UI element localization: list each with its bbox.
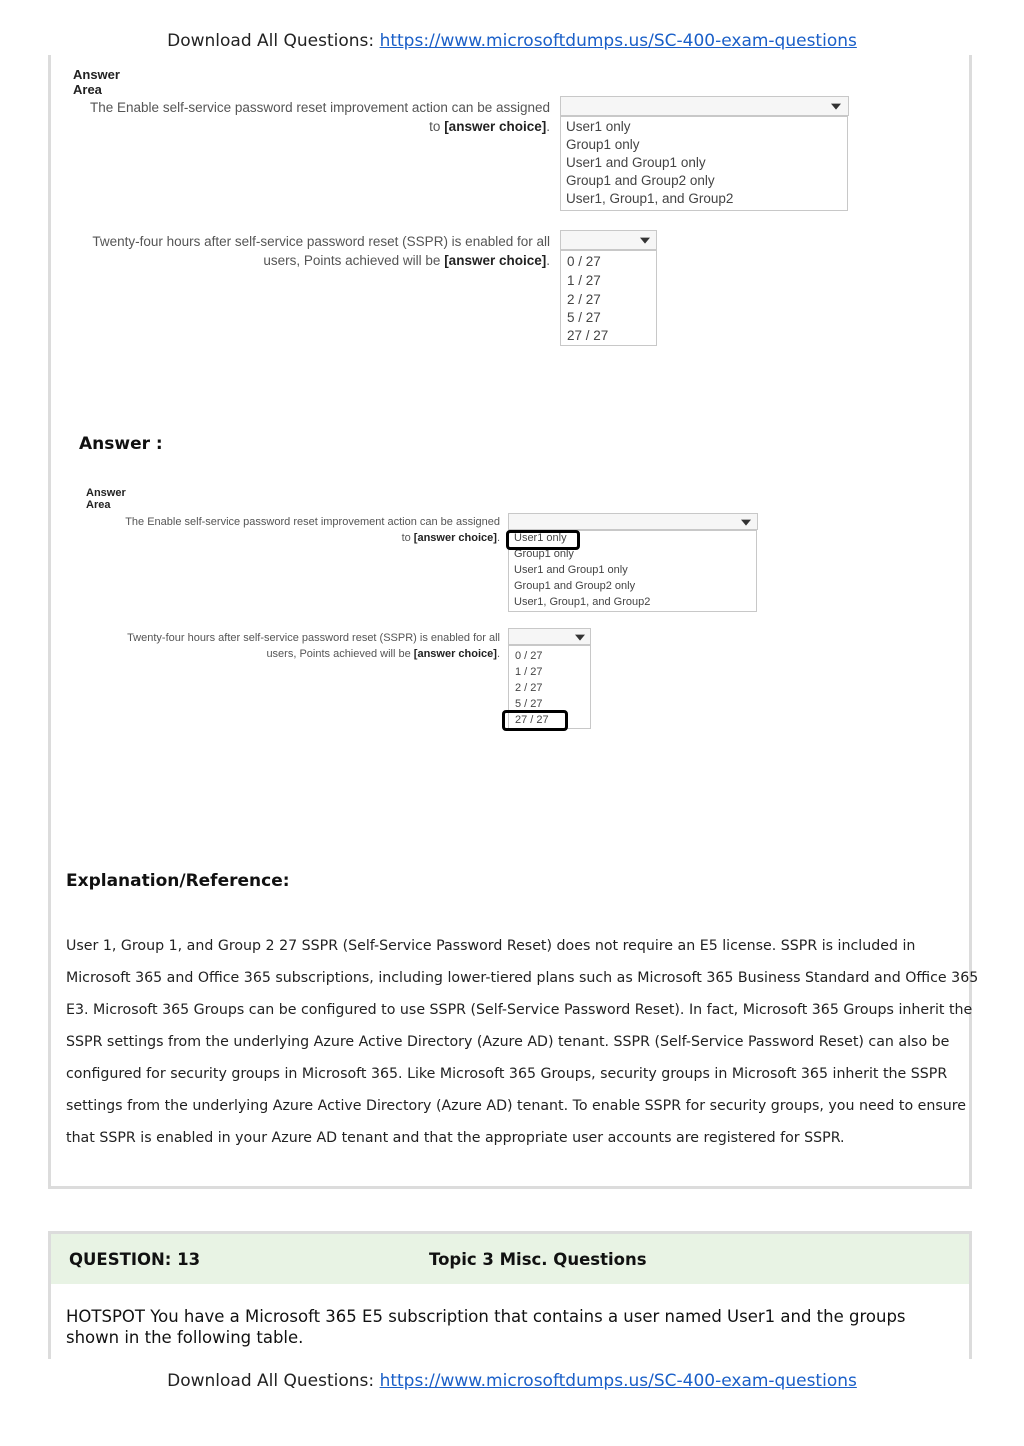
answer-area-title: Answer Area (73, 67, 120, 97)
statement-2-line-2: users, Points achieved will be [answer choice]. (263, 253, 550, 268)
explanation-line: User 1, Group 1, and Group 2 27 SSPR (Self-Service Password Reset) does not require an E5 license. SSPR is included in (66, 938, 916, 954)
dropdown-1[interactable] (508, 513, 758, 530)
dropdown-1[interactable] (560, 96, 849, 116)
statement-1-line-1: The Enable self-service password reset improvement action can be assigned (90, 100, 550, 115)
answer-highlight-1 (506, 530, 580, 550)
dropdown-2-option[interactable]: 0 / 27 (515, 650, 543, 662)
download-link[interactable]: https://www.microsoftdumps.us/SC-400-exam-questions (379, 31, 857, 51)
dropdown-1-option[interactable]: Group1 only (514, 548, 574, 560)
question-number: QUESTION: 13 (69, 1250, 201, 1269)
download-banner-top (0, 31, 1024, 51)
dropdown-2[interactable] (508, 628, 591, 645)
dropdown-2-option[interactable]: 2 / 27 (515, 682, 543, 694)
dropdown-1-option[interactable]: Group1 and Group2 only (514, 580, 636, 592)
chevron-down-icon (575, 634, 585, 640)
chevron-down-icon (640, 238, 650, 244)
dropdown-2-option[interactable]: 5 / 27 (515, 698, 543, 710)
answer-highlight-2 (502, 710, 568, 731)
explanation-heading: Explanation/Reference: (66, 871, 290, 891)
dropdown-2-options (560, 250, 657, 346)
dropdown-1-options (560, 116, 848, 211)
dropdown-2-option[interactable]: 2 / 27 (567, 292, 601, 307)
download-banner-prefix: Download All Questions: (167, 31, 380, 51)
answer-label: Answer : (79, 434, 163, 454)
question-text: HOTSPOT You have a Microsoft 365 E5 subscription that contains a user named User1 and the groups shown in the following table. (66, 1307, 906, 1347)
dropdown-1-option[interactable]: Group1 and Group2 only (566, 173, 715, 188)
chevron-down-icon (741, 519, 751, 525)
dropdown-2-option[interactable]: 5 / 27 (567, 310, 601, 325)
dropdown-1-option-selected[interactable]: User1 only (514, 532, 567, 544)
statement-1-line-2: to [answer choice]. (429, 119, 550, 134)
dropdown-2-option[interactable]: 1 / 27 (567, 273, 601, 288)
dropdown-2-option-selected[interactable]: 27 / 27 (515, 714, 549, 726)
chevron-down-icon (831, 104, 841, 110)
explanation-line: Microsoft 365 and Office 365 subscriptions, including lower-tiered plans such as Microsoft 365 Business Standard and Office 365 (66, 970, 979, 986)
statement-1: The Enable self-service password reset improvement action can be assigned to [answer choice]. (125, 516, 500, 544)
statement-2: Twenty-four hours after self-service password reset (SSPR) is enabled for all users, Points achieved will be [answer choice]. (127, 632, 500, 660)
dropdown-2-option[interactable]: 0 / 27 (567, 254, 601, 269)
dropdown-1-option[interactable]: User1 only (566, 119, 631, 134)
explanation-line: that SSPR is enabled in your Azure AD tenant and that the appropriate user accounts are registered for SSPR. (66, 1130, 845, 1146)
answer-card (48, 55, 972, 1189)
dropdown-1-option[interactable]: User1 and Group1 only (514, 564, 628, 576)
explanation-line: settings from the underlying Azure Active Directory (Azure AD) tenant. To enable SSPR for security groups, you need to ensure (66, 1098, 967, 1114)
dropdown-1-option[interactable]: User1, Group1, and Group2 (566, 191, 734, 206)
statement-1 (70, 98, 550, 136)
dropdown-2-option[interactable]: 27 / 27 (567, 328, 609, 343)
question-topic: Topic 3 Misc. Questions (429, 1250, 647, 1269)
question-header (51, 1234, 969, 1284)
dropdown-1-option[interactable]: User1 and Group1 only (566, 155, 706, 170)
explanation-line: E3. Microsoft 365 Groups can be configured to use SSPR (Self-Service Password Reset). In fact, Microsoft 365 Groups inherit the (66, 1002, 973, 1018)
statement-2-line-1: Twenty-four hours after self-service password reset (SSPR) is enabled for all (92, 234, 550, 249)
explanation-line: SSPR settings from the underlying Azure Active Directory (Azure AD) tenant. SSPR (Self-Service Password Reset) can also be (66, 1034, 950, 1050)
statement-2 (70, 232, 550, 270)
download-link[interactable]: https://www.microsoftdumps.us/SC-400-exam-questions (379, 1371, 857, 1391)
dropdown-1-option[interactable]: Group1 only (566, 137, 640, 152)
download-banner-prefix: Download All Questions: (167, 1371, 380, 1391)
download-banner-bottom (0, 1371, 1024, 1391)
answer-area-title: Answer Area (86, 487, 126, 511)
dropdown-2-option[interactable]: 1 / 27 (515, 666, 543, 678)
dropdown-2[interactable] (560, 230, 657, 250)
explanation-line: configured for security groups in Microsoft 365. Like Microsoft 365 Groups, security groups in Microsoft 365 inherit the SSPR (66, 1066, 948, 1082)
dropdown-1-option[interactable]: User1, Group1, and Group2 (514, 596, 651, 608)
